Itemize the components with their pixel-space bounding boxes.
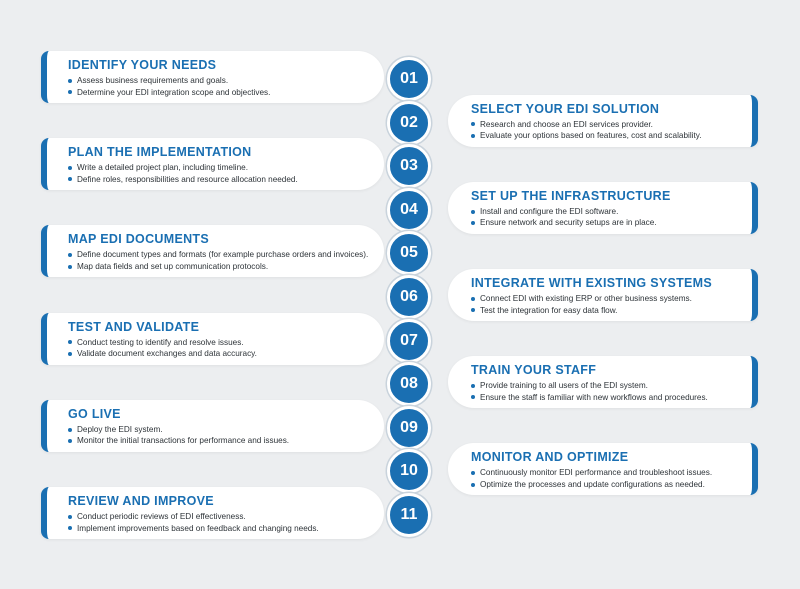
step-bullet-list <box>68 511 319 534</box>
bullet-text: Conduct testing to identify and resolve issues. <box>77 337 244 347</box>
step-card-11 <box>41 487 384 539</box>
step-bullet <box>68 348 257 360</box>
bullet-text: Connect EDI with existing ERP or other business systems. <box>480 294 692 303</box>
bullet-text: Determine your EDI integration scope and objectives. <box>77 87 271 97</box>
bullet-text: Continuously monitor EDI performance and troubleshoot issues. <box>480 468 713 478</box>
bullet-text: Deploy the EDI system. <box>77 424 163 434</box>
step-card-03 <box>41 138 384 190</box>
step-bullet-list <box>68 162 298 185</box>
bullet-dot-icon <box>68 166 72 170</box>
bullet-dot-icon <box>471 308 475 312</box>
step-title: TRAIN YOUR STAFF <box>471 363 597 378</box>
step-card-07 <box>41 313 384 365</box>
step-number-badge: 10 <box>387 449 431 493</box>
step-bullet <box>471 206 657 218</box>
step-bullet <box>68 523 319 535</box>
step-bullet <box>471 119 702 131</box>
step-number-badge: 06 <box>387 275 431 319</box>
bullet-text: Research and choose an EDI services provider. <box>480 119 653 129</box>
bullet-text: Ensure the staff is familiar with new workflows and procedures. <box>480 392 708 402</box>
bullet-text: Map data fields and set up communication protocols. <box>77 261 269 271</box>
step-bullet <box>471 467 712 479</box>
bullet-dot-icon <box>471 221 475 225</box>
step-number-badge: 09 <box>387 406 431 450</box>
bullet-text: Write a detailed project plan, including timeline. <box>77 163 248 173</box>
bullet-dot-icon <box>68 265 72 269</box>
step-bullet <box>68 435 289 447</box>
step-bullet-list <box>68 424 289 447</box>
bullet-dot-icon <box>471 384 475 388</box>
bullet-text: Evaluate your options based on features, cost and scalability. <box>480 131 702 141</box>
bullet-text: Conduct periodic reviews of EDI effectiveness. <box>77 512 246 521</box>
bullet-text: Monitor the initial transactions for performance and issues. <box>77 436 290 446</box>
step-title: SELECT YOUR EDI SOLUTION <box>471 101 660 116</box>
bullet-dot-icon <box>68 253 72 257</box>
bullet-dot-icon <box>68 340 72 344</box>
step-bullet <box>471 217 657 229</box>
step-bullet-list <box>471 119 702 142</box>
step-number-badge: 02 <box>387 101 431 145</box>
step-card-09 <box>41 400 384 452</box>
step-bullet-list <box>471 380 708 403</box>
step-card-05 <box>41 225 384 277</box>
step-bullet <box>471 380 708 392</box>
step-bullet <box>68 424 289 436</box>
step-title: INTEGRATE WITH EXISTING SYSTEMS <box>471 276 713 290</box>
step-bullet-list <box>68 337 257 360</box>
step-bullet <box>68 337 257 349</box>
step-card-01 <box>41 51 384 103</box>
step-number-badge: 03 <box>387 144 431 188</box>
step-bullet-list <box>471 293 692 316</box>
bullet-dot-icon <box>471 210 475 214</box>
bullet-text: Define roles, responsibilities and resource allocation needed. <box>77 174 298 184</box>
step-number-badge: 04 <box>387 188 431 232</box>
bullet-dot-icon <box>68 177 72 181</box>
step-title: GO LIVE <box>68 406 121 421</box>
step-bullet <box>68 249 368 261</box>
step-card-08 <box>448 356 758 408</box>
bullet-text: Ensure network and security setups are in place. <box>480 218 657 228</box>
bullet-dot-icon <box>68 90 72 94</box>
step-card-04 <box>448 182 758 234</box>
step-number-badge: 01 <box>387 57 431 101</box>
bullet-dot-icon <box>471 471 475 475</box>
step-title: PLAN THE IMPLEMENTATION <box>68 145 252 160</box>
step-bullet-list <box>68 249 368 272</box>
bullet-text: Test the integration for easy data flow. <box>480 305 618 315</box>
bullet-text: Assess business requirements and goals. <box>77 76 229 85</box>
bullet-dot-icon <box>68 352 72 356</box>
bullet-dot-icon <box>68 79 72 83</box>
step-title: MAP EDI DOCUMENTS <box>68 232 209 247</box>
step-title: MONITOR AND OPTIMIZE <box>471 450 629 465</box>
step-number-badge: 05 <box>387 231 431 275</box>
bullet-text: Provide training to all users of the EDI system. <box>480 381 648 391</box>
step-number-badge: 11 <box>387 493 431 537</box>
step-card-06 <box>448 269 758 321</box>
bullet-text: Install and configure the EDI software. <box>480 206 619 216</box>
bullet-dot-icon <box>471 297 475 301</box>
step-bullet <box>471 293 692 305</box>
bullet-dot-icon <box>68 515 72 519</box>
step-bullet <box>471 479 712 491</box>
bullet-dot-icon <box>471 134 475 138</box>
step-title: SET UP THE INFRASTRUCTURE <box>471 188 671 203</box>
step-card-10 <box>448 443 758 495</box>
step-bullet <box>471 305 692 317</box>
bullet-dot-icon <box>68 439 72 443</box>
bullet-text: Implement improvements based on feedback and changing needs. <box>77 523 319 533</box>
bullet-dot-icon <box>471 122 475 126</box>
step-number-badge: 08 <box>387 362 431 406</box>
step-bullet <box>68 87 270 99</box>
step-title: IDENTIFY YOUR NEEDS <box>68 58 217 72</box>
bullet-dot-icon <box>471 395 475 399</box>
step-bullet <box>68 261 368 273</box>
bullet-dot-icon <box>471 483 475 487</box>
step-title: REVIEW AND IMPROVE <box>68 494 214 508</box>
step-card-02 <box>448 95 758 147</box>
bullet-dot-icon <box>68 526 72 530</box>
bullet-text: Optimize the processes and update configurations as needed. <box>480 479 705 489</box>
step-title: TEST AND VALIDATE <box>68 319 200 334</box>
step-bullet <box>68 75 270 87</box>
bullet-text: Define document types and formats (for example purchase orders and invoices). <box>77 250 369 260</box>
step-bullet-list <box>68 75 270 98</box>
step-bullet-list <box>471 206 657 229</box>
step-bullet-list <box>471 467 712 490</box>
step-bullet <box>471 392 708 404</box>
bullet-text: Validate document exchanges and data accuracy. <box>77 349 257 359</box>
bullet-dot-icon <box>68 428 72 432</box>
step-number-badge: 07 <box>387 319 431 363</box>
step-bullet <box>471 130 702 142</box>
step-bullet <box>68 511 319 523</box>
step-bullet <box>68 162 298 174</box>
step-bullet <box>68 174 298 186</box>
